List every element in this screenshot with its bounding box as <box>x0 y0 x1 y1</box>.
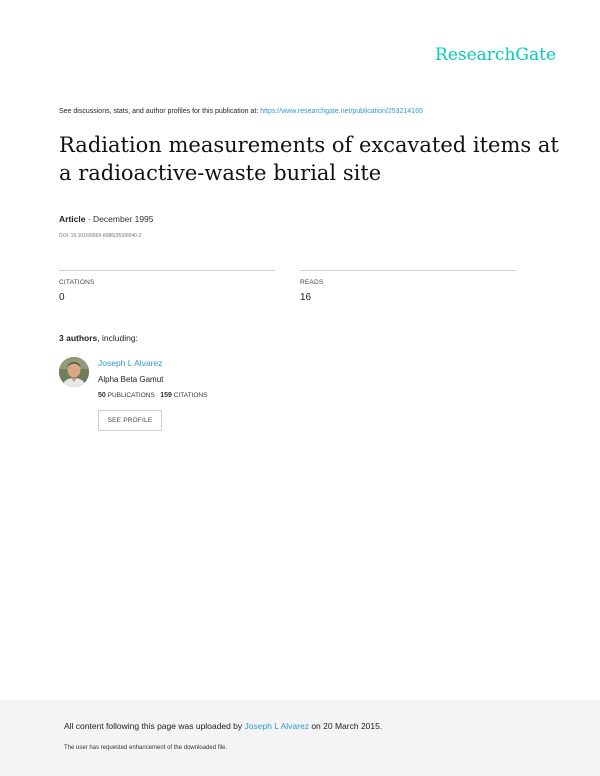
author-publications-count: 50 <box>98 392 106 399</box>
see-profile-button[interactable]: SEE PROFILE <box>98 410 162 431</box>
upload-note-prefix: All content following this page was uploaded by <box>64 721 243 731</box>
reads-value: 16 <box>300 292 312 303</box>
author-avatar[interactable] <box>59 357 89 387</box>
authors-heading <box>59 333 138 343</box>
author-citations-label: CITATIONS <box>173 392 208 399</box>
author-name-link[interactable]: Joseph L Alvarez <box>98 358 163 368</box>
publication-link[interactable]: https://www.researchgate.net/publication/253214165 <box>260 108 423 115</box>
paper-type: Article <box>59 214 86 224</box>
citations-label: CITATIONS <box>59 279 95 286</box>
discussion-prefix: See discussions, stats, and author profiles for this publication at: <box>59 108 259 115</box>
author-affiliation: Alpha Beta Gamut <box>98 375 164 384</box>
avatar-photo-icon <box>59 357 89 387</box>
reads-label: READS <box>300 279 324 286</box>
enhancement-note: The user has requested enhancement of the downloaded file. <box>64 745 228 751</box>
authors-suffix: , including: <box>97 333 138 343</box>
citations-divider <box>59 270 275 271</box>
author-stats <box>98 392 207 399</box>
upload-note-suffix: on 20 March 2015. <box>311 721 383 731</box>
authors-count: 3 authors <box>59 333 98 343</box>
paper-date: · December 1995 <box>87 214 154 224</box>
researchgate-logo[interactable]: ResearchGate <box>435 45 556 65</box>
footer <box>0 700 600 776</box>
paper-doi: DOI: 10.1016/0969-8086(95)00040-2 <box>59 233 142 239</box>
citations-value: 0 <box>59 292 65 303</box>
paper-meta <box>59 214 154 224</box>
author-publications-label: PUBLICATIONS <box>107 392 155 399</box>
discussion-line <box>59 108 423 115</box>
author-citations-count: 159 <box>160 392 172 399</box>
reads-divider <box>300 270 516 271</box>
upload-note <box>64 721 382 731</box>
paper-title: Radiation measurements of excavated items at a radioactive-waste burial site <box>59 133 559 185</box>
uploader-link[interactable]: Joseph L Alvarez <box>244 721 309 731</box>
